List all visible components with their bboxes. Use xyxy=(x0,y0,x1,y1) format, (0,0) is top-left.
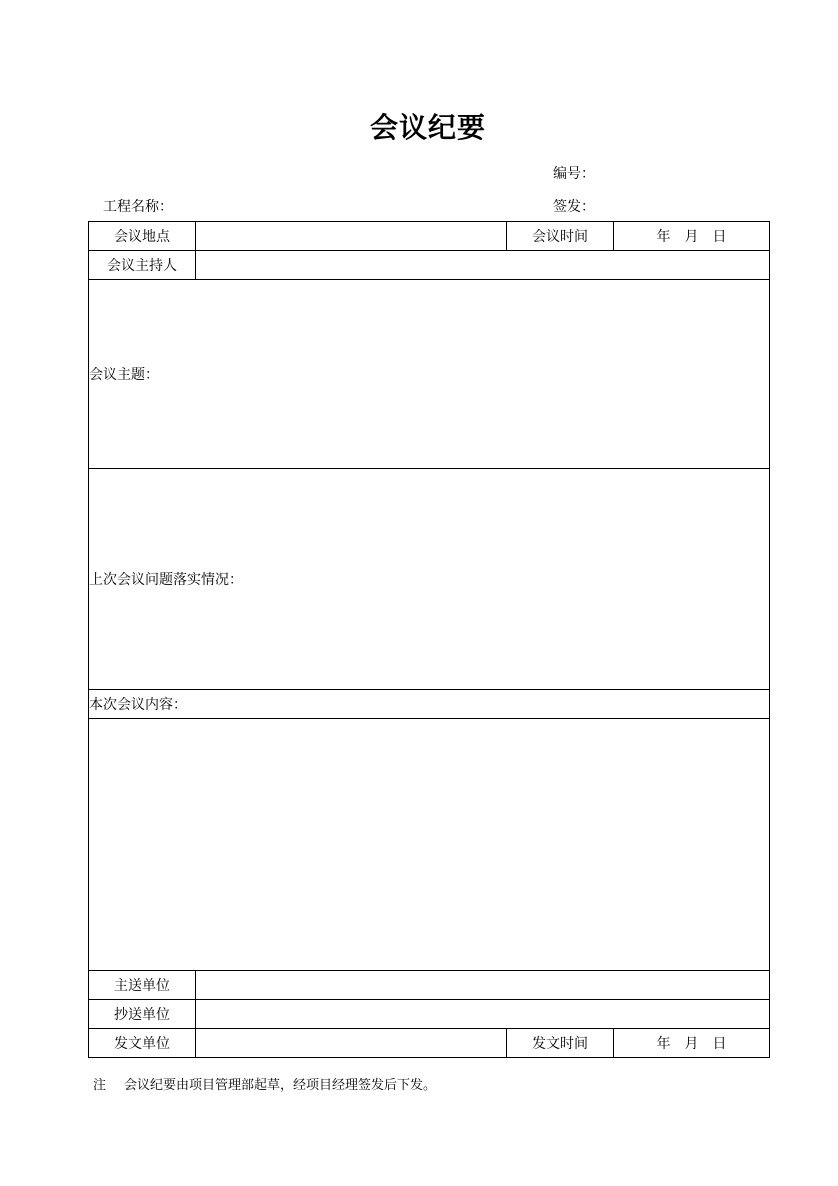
footnote xyxy=(93,1074,436,1093)
previous-meeting-issues-label: 上次会议问题落实情况： xyxy=(89,571,243,587)
project-name-label: 工程名称： xyxy=(103,198,173,214)
current-meeting-content-label: 本次会议内容： xyxy=(89,696,187,712)
meeting-location-label: 会议地点 xyxy=(89,222,196,251)
issue-time-date-cell[interactable]: 年 月 日 xyxy=(614,1029,770,1058)
meeting-time-label: 会议时间 xyxy=(507,222,614,251)
table-row xyxy=(89,469,770,690)
table-row xyxy=(89,222,770,251)
issue-unit-input-cell[interactable] xyxy=(196,1029,507,1058)
issue-time-label: 发文时间 xyxy=(507,1029,614,1058)
meeting-topic-label: 会议主题： xyxy=(89,366,159,382)
number-label: 编号： xyxy=(553,165,595,181)
table-row xyxy=(89,1000,770,1029)
copy-send-unit-input-cell[interactable] xyxy=(196,1000,770,1029)
table-row xyxy=(89,719,770,971)
previous-meeting-issues-cell[interactable] xyxy=(89,469,770,690)
meeting-host-input-cell[interactable] xyxy=(196,251,770,280)
current-meeting-content-input-cell[interactable] xyxy=(89,719,770,971)
table-row xyxy=(89,971,770,1000)
meeting-location-input-cell[interactable] xyxy=(196,222,507,251)
main-send-unit-input-cell[interactable] xyxy=(196,971,770,1000)
meeting-minutes-form-table xyxy=(88,221,770,1058)
main-send-unit-label: 主送单位 xyxy=(89,971,196,1000)
table-row xyxy=(89,251,770,280)
current-meeting-content-label-cell xyxy=(89,690,770,719)
meeting-time-date-cell[interactable]: 年 月 日 xyxy=(614,222,770,251)
issue-unit-label: 发文单位 xyxy=(89,1029,196,1058)
meeting-host-label: 会议主持人 xyxy=(89,251,196,280)
page-title: 会议纪要 xyxy=(369,112,486,143)
meta-row xyxy=(0,196,838,214)
meeting-topic-cell[interactable] xyxy=(89,280,770,469)
sign-issue-label: 签发： xyxy=(553,198,595,214)
footnote-text: 会议纪要由项目管理部起草，经项目经理签发后下发。 xyxy=(124,1077,437,1092)
footnote-prefix: 注 xyxy=(93,1077,107,1092)
table-row xyxy=(89,690,770,719)
copy-send-unit-label: 抄送单位 xyxy=(89,1000,196,1029)
table-row xyxy=(89,280,770,469)
table-row xyxy=(89,1029,770,1058)
